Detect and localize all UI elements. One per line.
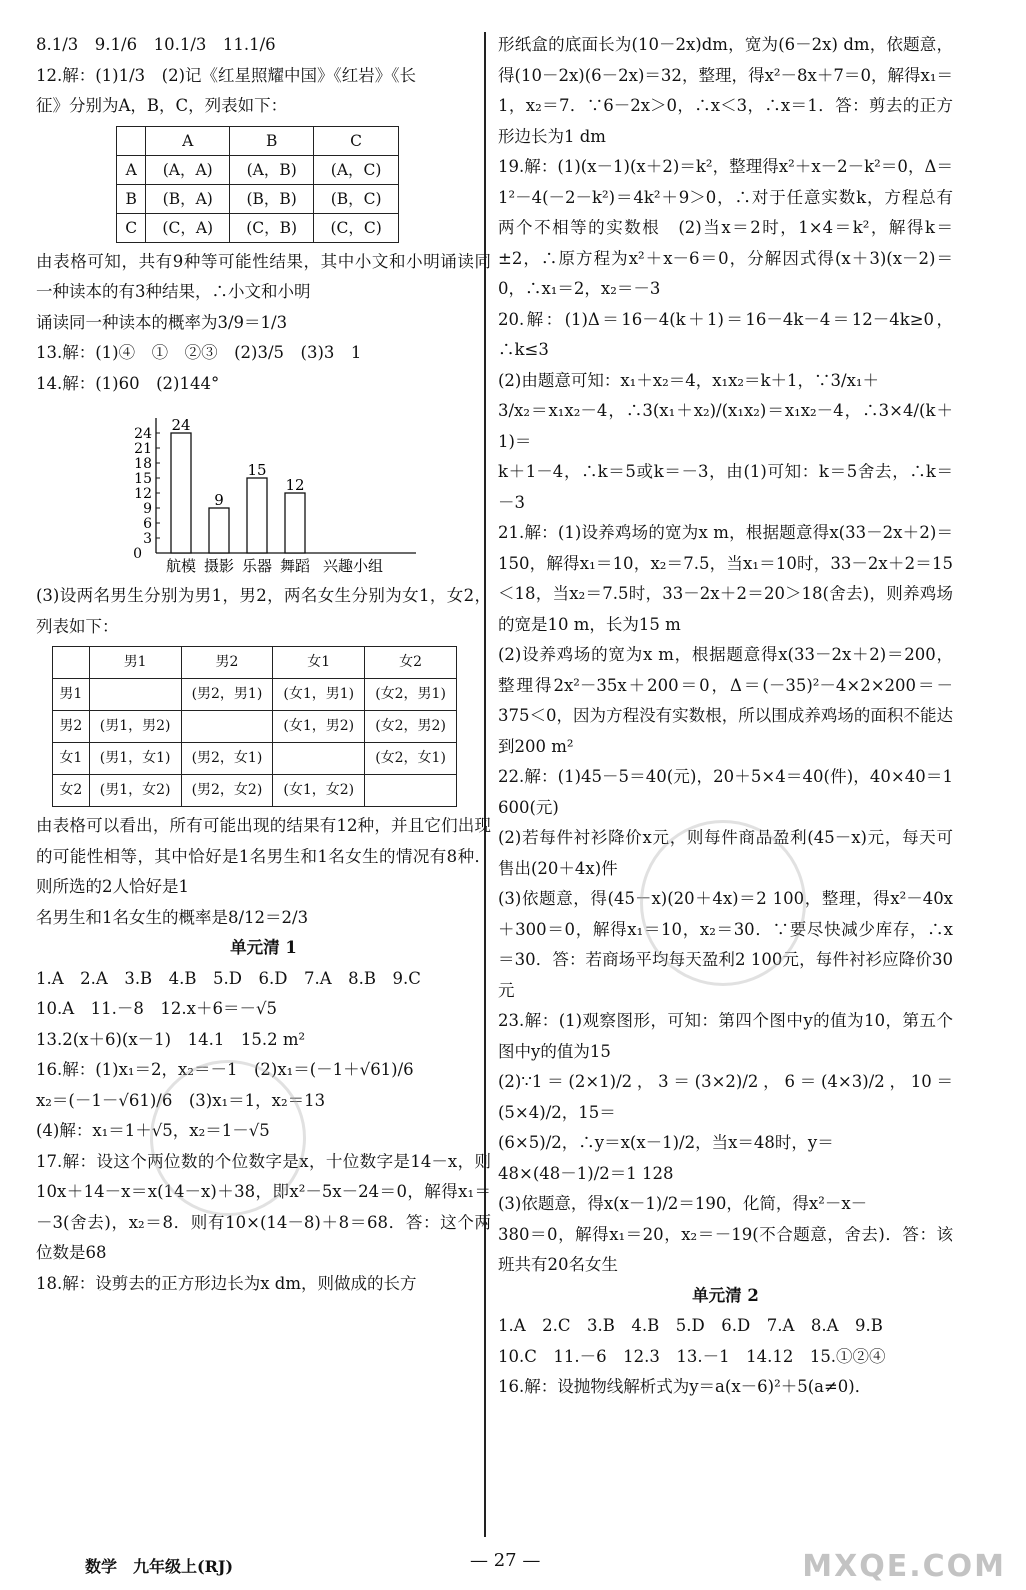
x-category-label: 乐器	[241, 557, 273, 575]
table-row	[53, 711, 457, 743]
answer-paragraph: 形纸盒的底面长为(10－2x)dm，宽为(6－2x) dm，依题意，得(10－2x)(6－2x)＝32，整理，得x²－8x＋7＝0，解得x₁＝1，x₂＝7．∵6－2x＞0，∴x＜3，∴x＝1．答：剪去的正方形边长为1 dm	[498, 35, 953, 146]
bar	[209, 508, 229, 553]
bar	[247, 478, 267, 553]
answer-line: (6×5)/2，∴y＝x(x－1)/2，当x＝48时，y＝	[498, 1133, 834, 1152]
table-row	[53, 679, 457, 711]
answer-paragraph: 23.解：(1)观察图形，可知：第四个图中y的值为10，第五个图中y的值为15	[498, 1011, 953, 1061]
answer-line: 10.A 11.－8 12.x＋6＝－√5	[36, 999, 277, 1018]
answer-paragraph: 380＝0，解得x₁＝20，x₂＝－19(不合题意，舍去)．答：该班共有20名女生	[498, 1224, 953, 1274]
table-cell: (C，B)	[230, 213, 314, 242]
answer-paragraph: 20.解：(1)Δ＝16－4(k＋1)＝16－4k－4＝12－4k≥0，∴k≤3	[498, 309, 953, 359]
table-cell	[365, 775, 457, 807]
table-row	[117, 184, 399, 213]
footer-subject: 数学 九年级上(RJ)	[85, 1557, 234, 1576]
table-cell	[89, 679, 181, 711]
table-header-cell: B	[230, 126, 314, 155]
table-cell: (男1，女2)	[89, 775, 181, 807]
table-cell: (女1，男2)	[273, 711, 365, 743]
y-tick-label: 24	[134, 426, 152, 442]
table-cell: (女2，男1)	[365, 679, 457, 711]
table-cell: (A，B)	[230, 155, 314, 184]
answer-paragraph: (3)依题意，得(45－x)(20＋4x)＝2 100，整理，得x²－40x＋300＝0，解得x₁＝10，x₂＝30．∵要尽快减少库存，∴x＝30．答：若商场平均每天盈利2 100元，每件衬衫应降价30元	[498, 889, 953, 1000]
stamp-watermark	[640, 820, 806, 986]
answer-paragraph: 19.解：(1)(x－1)(x＋2)＝k²，整理得x²＋x－2－k²＝0，Δ＝1²－4(－2－k²)＝4k²＋9＞0，∴对于任意实数k，方程总有两个不相等的实数根 (2)当x＝2时，1×4＝k²，解得k＝±2，∴原方程为x²＋x－6＝0，分解因式得(x＋3)(x－2)＝0，∴x₁＝2，x₂＝－3	[498, 157, 953, 298]
table-cell: (A，A)	[146, 155, 230, 184]
answer-line: (2)∵1＝(2×1)/2，3＝(3×2)/2，6＝(4×3)/2，10＝(5×4)/2，15＝	[498, 1072, 953, 1122]
table-header-cell: 女1	[273, 647, 365, 679]
table-header-cell	[53, 647, 90, 679]
table-cell: (男2，女2)	[181, 775, 273, 807]
table-cell: A	[117, 155, 146, 184]
answer-line: 14.解：(1)60 (2)144°	[36, 373, 220, 393]
answer-paragraph: 21.解：(1)设养鸡场的宽为x m，根据题意得x(33－2x＋2)＝150，解得x₁＝10，x₂＝7.5，当x₁＝10时，33－2x＋2＝15＜18，当x₂＝7.5时，33－2x＋2＝20＞18(舍去)，则养鸡场的宽是10 m，长为15 m	[498, 523, 953, 634]
y-tick-label: 21	[134, 441, 152, 457]
table-cell: 男2	[53, 711, 90, 743]
table-cell: (男2，男1)	[181, 679, 273, 711]
table-header-cell: 女2	[365, 647, 457, 679]
answer-paragraph: (2)若每件衬衫降价x元，则每件商品盈利(45－x)元，每天可售出(20＋4x)件	[498, 828, 953, 878]
table-header-row	[117, 126, 399, 155]
table-row	[53, 775, 457, 807]
bar-chart-svg	[96, 403, 436, 581]
answer-line: (3)依题意，得x(x－1)/2＝190，化简，得x²－x－	[498, 1194, 868, 1213]
answer-line: k＋1－4，∴k＝5或k＝－3，由(1)可知：k＝5舍去，∴k＝－3	[498, 462, 953, 512]
table-cell: (女1，男1)	[273, 679, 365, 711]
answer-line: 13.解：(1)④ ① ②③ (2)3/5 (3)3 1	[36, 343, 362, 362]
y-tick-label: 12	[134, 486, 152, 502]
bar-value-label: 12	[285, 476, 305, 494]
table-cell: (女2，男2)	[365, 711, 457, 743]
answer-line: 13.2(x＋6)(x－1) 14.1 15.2 m²	[36, 1029, 306, 1049]
table-cell: (女1，女2)	[273, 775, 365, 807]
answer-line: 8.1/3 9.1/6 10.1/3 11.1/6	[36, 35, 276, 54]
x-category-label: 摄影	[203, 557, 235, 575]
table-cell: B	[117, 184, 146, 213]
table-cell: (A，C)	[314, 155, 399, 184]
answer-line: 16.解：(1)x₁＝2，x₂＝－1 (2)x₁＝(－1＋√61)/6	[36, 1060, 414, 1079]
section-heading: 单元清 2	[692, 1285, 759, 1305]
table-cell: C	[117, 213, 146, 242]
table-cell: (B，B)	[230, 184, 314, 213]
table-cell: (B，A)	[146, 184, 230, 213]
x-axis-label: 兴趣小组	[322, 557, 384, 575]
bar-value-label: 15	[247, 461, 267, 479]
table-row	[53, 743, 457, 775]
x-category-label: 航模	[165, 557, 197, 575]
answer-paragraph: 17.解：设这个两位数的个位数字是x，十位数字是14－x，则10x＋14－x＝x(14－x)＋38，即x²－5x－24＝0，解得x₁＝－3(舍去)，x₂＝8．则有10×(14－8)＋8＝68．答：这个两位数是68	[36, 1151, 491, 1262]
table-cell: 男1	[53, 679, 90, 711]
table-header-cell	[117, 126, 146, 155]
table-cell: (女2，女1)	[365, 743, 457, 775]
table-header-cell: 男1	[89, 647, 181, 679]
answer-line: 16.解：设抛物线解析式为y＝a(x－6)²＋5(a≠0)．	[498, 1377, 872, 1396]
probability-table-abc	[116, 126, 399, 243]
answer-line: 12.解：(1)1/3 (2)记《红星照耀中国》《红岩》《长	[36, 65, 417, 85]
probability-table-students	[52, 646, 457, 807]
bar-chart	[96, 403, 436, 581]
section-heading: 单元清 1	[230, 938, 297, 957]
answer-line: 18.解：设剪去的正方形边长为x dm，则做成的长方	[36, 1273, 417, 1293]
bar-value-label: 24	[171, 416, 191, 434]
table-header-cell: C	[314, 126, 399, 155]
table-cell: 女1	[53, 743, 90, 775]
table-header-row	[53, 647, 457, 679]
table-header-cell: A	[146, 126, 230, 155]
table-cell: 女2	[53, 775, 90, 807]
table-cell	[181, 711, 273, 743]
table-cell	[273, 743, 365, 775]
answer-paragraph: (3)设两名男生分别为男1，男2，两名女生分别为女1，女2，列表如下：	[36, 586, 491, 636]
answer-line: x₂＝(－1－√61)/6 (3)x₁＝1，x₂＝13	[36, 1090, 326, 1110]
y-tick-label: 3	[143, 531, 152, 547]
answer-line: 征》分别为A，B，C，列表如下：	[36, 96, 288, 115]
y-tick-label: 9	[143, 501, 152, 517]
right-column	[498, 30, 953, 1403]
answer-line: 3/x₂＝x₁x₂－4，∴3(x₁＋x₂)/(x₁x₂)＝x₁x₂－4，∴3×4/(k＋1)＝	[498, 401, 953, 451]
site-watermark: MXQE.COM	[802, 1549, 1006, 1584]
answer-paragraph: 22.解：(1)45－5＝40(元)，20＋5×4＝40(件)，40×40＝1 600(元)	[498, 767, 953, 817]
y-tick-label: 18	[134, 456, 152, 472]
x-category-label: 舞蹈	[279, 557, 311, 575]
y-tick-label: 15	[134, 471, 152, 487]
table-cell: (C，A)	[146, 213, 230, 242]
answer-line: 10.C 11.－6 12.3 13.－1 14.12 15.①②④	[498, 1346, 886, 1366]
table-cell: (C，C)	[314, 213, 399, 242]
y-tick-label: 0	[133, 546, 142, 562]
table-row	[117, 213, 399, 242]
answer-paragraph: 由表格可知，共有9种等可能性结果，其中小文和小明诵读同一种读本的有3种结果，∴小文和小明	[36, 251, 491, 301]
answer-line: 1.A 2.C 3.B 4.B 5.D 6.D 7.A 8.A 9.B	[498, 1316, 883, 1335]
table-cell: (男1，女1)	[89, 743, 181, 775]
table-cell: (男1，男2)	[89, 711, 181, 743]
bar-value-label: 9	[214, 491, 224, 509]
answer-line: (2)由题意可知：x₁＋x₂＝4，x₁x₂＝k＋1，∵3/x₁＋	[498, 370, 880, 390]
bar	[285, 493, 305, 553]
table-cell: (男2，女1)	[181, 743, 273, 775]
stamp-watermark	[150, 1060, 306, 1216]
answer-line: (4)解：x₁＝1＋√5，x₂＝1－√5	[36, 1121, 270, 1140]
answer-line: 48×(48－1)/2＝1 128	[498, 1163, 674, 1183]
answer-line: 诵读同一种读本的概率为3/9＝1/3	[36, 312, 288, 332]
y-tick-label: 6	[143, 516, 152, 532]
page-number: — 27 —	[470, 1550, 541, 1571]
table-header-cell: 男2	[181, 647, 273, 679]
answer-line: 1.A 2.A 3.B 4.B 5.D 6.D 7.A 8.B 9.C	[36, 968, 421, 988]
table-row	[117, 155, 399, 184]
answer-line: 名男生和1名女生的概率是8/12＝2/3	[36, 907, 309, 927]
answer-paragraph: 由表格可以看出，所有可能出现的结果有12种，并且它们出现的可能性相等，其中恰好是1名男生和1名女生的情况有8种．则所选的2人恰好是1	[36, 816, 491, 896]
answer-paragraph: (2)设养鸡场的宽为x m，根据题意得x(33－2x＋2)＝200，整理得2x²－35x＋200＝0，Δ＝(－35)²－4×2×200＝－375＜0，因为方程没有实数根，所以围成养鸡场的面积不能达到200 m²	[498, 645, 953, 756]
table-cell: (B，C)	[314, 184, 399, 213]
bar	[171, 433, 191, 553]
